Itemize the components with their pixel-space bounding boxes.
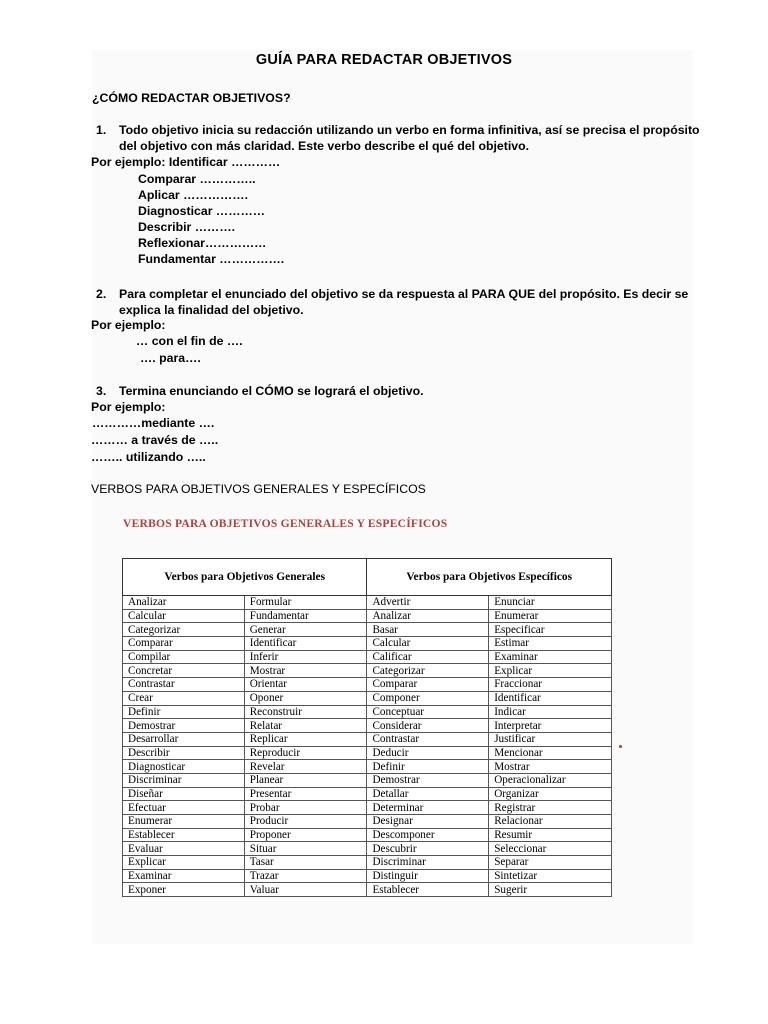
table-row — [123, 596, 612, 610]
point-1-text — [119, 122, 700, 154]
point-2-text — [119, 286, 688, 318]
table-cell: Sugerir — [489, 883, 612, 897]
table-cell: Examinar — [123, 869, 245, 883]
point-2-line-2: explica la finalidad del objetivo. — [119, 303, 304, 317]
table-cell: Oponer — [244, 691, 367, 705]
point-1-line-1: Todo objetivo inicia su redacción utilizando un verbo en forma infinitiva, así se precisa el propósito — [119, 123, 700, 137]
table-cell: Calcular — [123, 609, 245, 623]
table-cell: Comparar — [123, 637, 245, 651]
point-1-number: 1. — [96, 123, 107, 137]
table-cell: Identificar — [489, 691, 612, 705]
table-cell: Registrar — [489, 801, 612, 815]
table-cell: Interpretar — [489, 719, 612, 733]
table-cell: Describir — [123, 746, 245, 760]
table-cell: Tasar — [244, 856, 367, 870]
table-cell: Efectuar — [123, 801, 245, 815]
point-3-example: …………mediante …. — [92, 416, 215, 430]
table-cell: Establecer — [367, 883, 489, 897]
table-cell: Sintetizar — [489, 869, 612, 883]
table-cell: Exponer — [123, 883, 245, 897]
table-cell: Seleccionar — [489, 842, 612, 856]
table-cell: Conceptuar — [367, 705, 489, 719]
table-cell: Planear — [244, 773, 367, 787]
table-cell: Separar — [489, 856, 612, 870]
table-cell: Valuar — [244, 883, 367, 897]
table-cell: Categorizar — [123, 623, 245, 637]
table-row — [123, 787, 612, 801]
table-cell: Fraccionar — [489, 678, 612, 692]
table-row — [123, 732, 612, 746]
table-cell: Analizar — [123, 596, 245, 610]
table-cell: Demostrar — [123, 719, 245, 733]
table-row — [123, 650, 612, 664]
table-cell: Detallar — [367, 787, 489, 801]
table-cell: Desarrollar — [123, 732, 245, 746]
table-cell: Indicar — [489, 705, 612, 719]
point-3-example: ……… a través de ….. — [91, 433, 219, 447]
table-cell: Relacionar — [489, 815, 612, 829]
table-cell: Crear — [123, 691, 245, 705]
table-cell: Enumerar — [123, 815, 245, 829]
point-1-line-2: del objetivo con más claridad. Este verbo describe el qué del objetivo. — [119, 139, 530, 153]
table-cell: Considerar — [367, 719, 489, 733]
table-cell: Establecer — [123, 828, 245, 842]
table-cell: Situar — [244, 842, 367, 856]
table-cell: Definir — [367, 760, 489, 774]
table-row — [123, 801, 612, 815]
table-cell: Reproducir — [244, 746, 367, 760]
table-row — [123, 869, 612, 883]
table-cell: Explicar — [123, 856, 245, 870]
point-1-example: Reflexionar…………… — [138, 236, 267, 250]
table-cell: Estimar — [489, 637, 612, 651]
table-cell: Inferir — [244, 650, 367, 664]
table-cell: Resumir — [489, 828, 612, 842]
table-row — [123, 719, 612, 733]
table-row — [123, 609, 612, 623]
table-cell: Presentar — [244, 787, 367, 801]
point-1-example: Comparar ………….. — [138, 172, 256, 186]
point-3-line-1: Termina enunciando el CÓMO se logrará el objetivo. — [119, 384, 424, 398]
point-2-example-label: Por ejemplo: — [91, 318, 166, 332]
table-cell: Trazar — [244, 869, 367, 883]
table-cell: Explicar — [489, 664, 612, 678]
table-title: VERBOS PARA OBJETIVOS GENERALES Y ESPECÍFICOS — [123, 517, 448, 530]
table-cell: Enumerar — [489, 609, 612, 623]
point-1-example: Aplicar ……………. — [138, 188, 249, 202]
header-general-verbs: Verbos para Objetivos Generales — [123, 559, 367, 596]
section-question: ¿CÓMO REDACTAR OBJETIVOS? — [92, 91, 291, 105]
table-cell: Comparar — [367, 678, 489, 692]
point-2-example: … con el fin de …. — [136, 334, 243, 348]
table-cell: Discriminar — [123, 773, 245, 787]
table-cell: Replicar — [244, 732, 367, 746]
table-cell: Calcular — [367, 637, 489, 651]
table-cell: Mostrar — [244, 664, 367, 678]
table-cell: Relatar — [244, 719, 367, 733]
point-3-number: 3. — [96, 384, 107, 398]
table-cell: Enunciar — [489, 596, 612, 610]
point-2-example: …. para…. — [140, 351, 201, 365]
table-row — [123, 705, 612, 719]
point-2-line-1: Para completar el enunciado del objetivo se da respuesta al PARA QUE del propósito. Es decir se — [119, 287, 689, 301]
point-1-example-label: Por ejemplo: Identificar ………… — [91, 155, 281, 169]
point-1-example: Fundamentar ……………. — [138, 252, 285, 266]
table-cell: Descomponer — [367, 828, 489, 842]
table-cell: Diagnosticar — [123, 760, 245, 774]
table-cell: Orientar — [244, 678, 367, 692]
table-cell: Formular — [244, 596, 367, 610]
table-cell: Contrastar — [367, 732, 489, 746]
verbs-table-body — [123, 596, 612, 897]
red-dot-mark — [619, 745, 622, 748]
table-cell: Justificar — [489, 732, 612, 746]
table-cell: Analizar — [367, 609, 489, 623]
table-cell: Proponer — [244, 828, 367, 842]
table-cell: Advertir — [367, 596, 489, 610]
table-row — [123, 773, 612, 787]
table-cell: Generar — [244, 623, 367, 637]
table-cell: Demostrar — [367, 773, 489, 787]
table-cell: Discriminar — [367, 856, 489, 870]
table-cell: Producir — [244, 815, 367, 829]
table-row — [123, 664, 612, 678]
table-cell: Definir — [123, 705, 245, 719]
table-cell: Contrastar — [123, 678, 245, 692]
table-row — [123, 883, 612, 897]
table-row — [123, 856, 612, 870]
table-cell: Fundamentar — [244, 609, 367, 623]
table-cell: Concretar — [123, 664, 245, 678]
table-cell: Categorizar — [367, 664, 489, 678]
point-1-example: Diagnosticar ………… — [138, 204, 266, 218]
table-header-row — [123, 559, 612, 596]
table-cell: Compilar — [123, 650, 245, 664]
table-cell: Reconstruir — [244, 705, 367, 719]
table-cell: Distinguir — [367, 869, 489, 883]
table-row — [123, 746, 612, 760]
table-cell: Revelar — [244, 760, 367, 774]
table-row — [123, 678, 612, 692]
table-row — [123, 842, 612, 856]
table-cell: Probar — [244, 801, 367, 815]
table-cell: Operacionalizar — [489, 773, 612, 787]
table-row — [123, 815, 612, 829]
table-row — [123, 691, 612, 705]
table-cell: Deducir — [367, 746, 489, 760]
table-row — [123, 828, 612, 842]
table-row — [123, 760, 612, 774]
document-title: GUÍA PARA REDACTAR OBJETIVOS — [255, 52, 513, 68]
table-cell: Examinar — [489, 650, 612, 664]
point-3-example-label: Por ejemplo: — [91, 400, 166, 414]
table-cell: Organizar — [489, 787, 612, 801]
table-cell: Identificar — [244, 637, 367, 651]
table-cell: Diseñar — [123, 787, 245, 801]
table-cell: Basar — [367, 623, 489, 637]
table-cell: Calificar — [367, 650, 489, 664]
table-cell: Mostrar — [489, 760, 612, 774]
table-cell: Especificar — [489, 623, 612, 637]
table-cell: Evaluar — [123, 842, 245, 856]
table-cell: Determinar — [367, 801, 489, 815]
table-cell: Descubrir — [367, 842, 489, 856]
table-row — [123, 623, 612, 637]
table-cell: Componer — [367, 691, 489, 705]
verbs-heading: VERBOS PARA OBJETIVOS GENERALES Y ESPECÍFICOS — [91, 482, 426, 496]
point-2-number: 2. — [96, 287, 107, 301]
point-3-example: …….. utilizando ….. — [91, 450, 206, 464]
table-row — [123, 637, 612, 651]
header-specific-verbs: Verbos para Objetivos Específicos — [367, 559, 612, 596]
point-1-example: Describir ………. — [138, 220, 236, 234]
table-cell: Designar — [367, 815, 489, 829]
table-cell: Mencionar — [489, 746, 612, 760]
verbs-table — [122, 558, 612, 897]
